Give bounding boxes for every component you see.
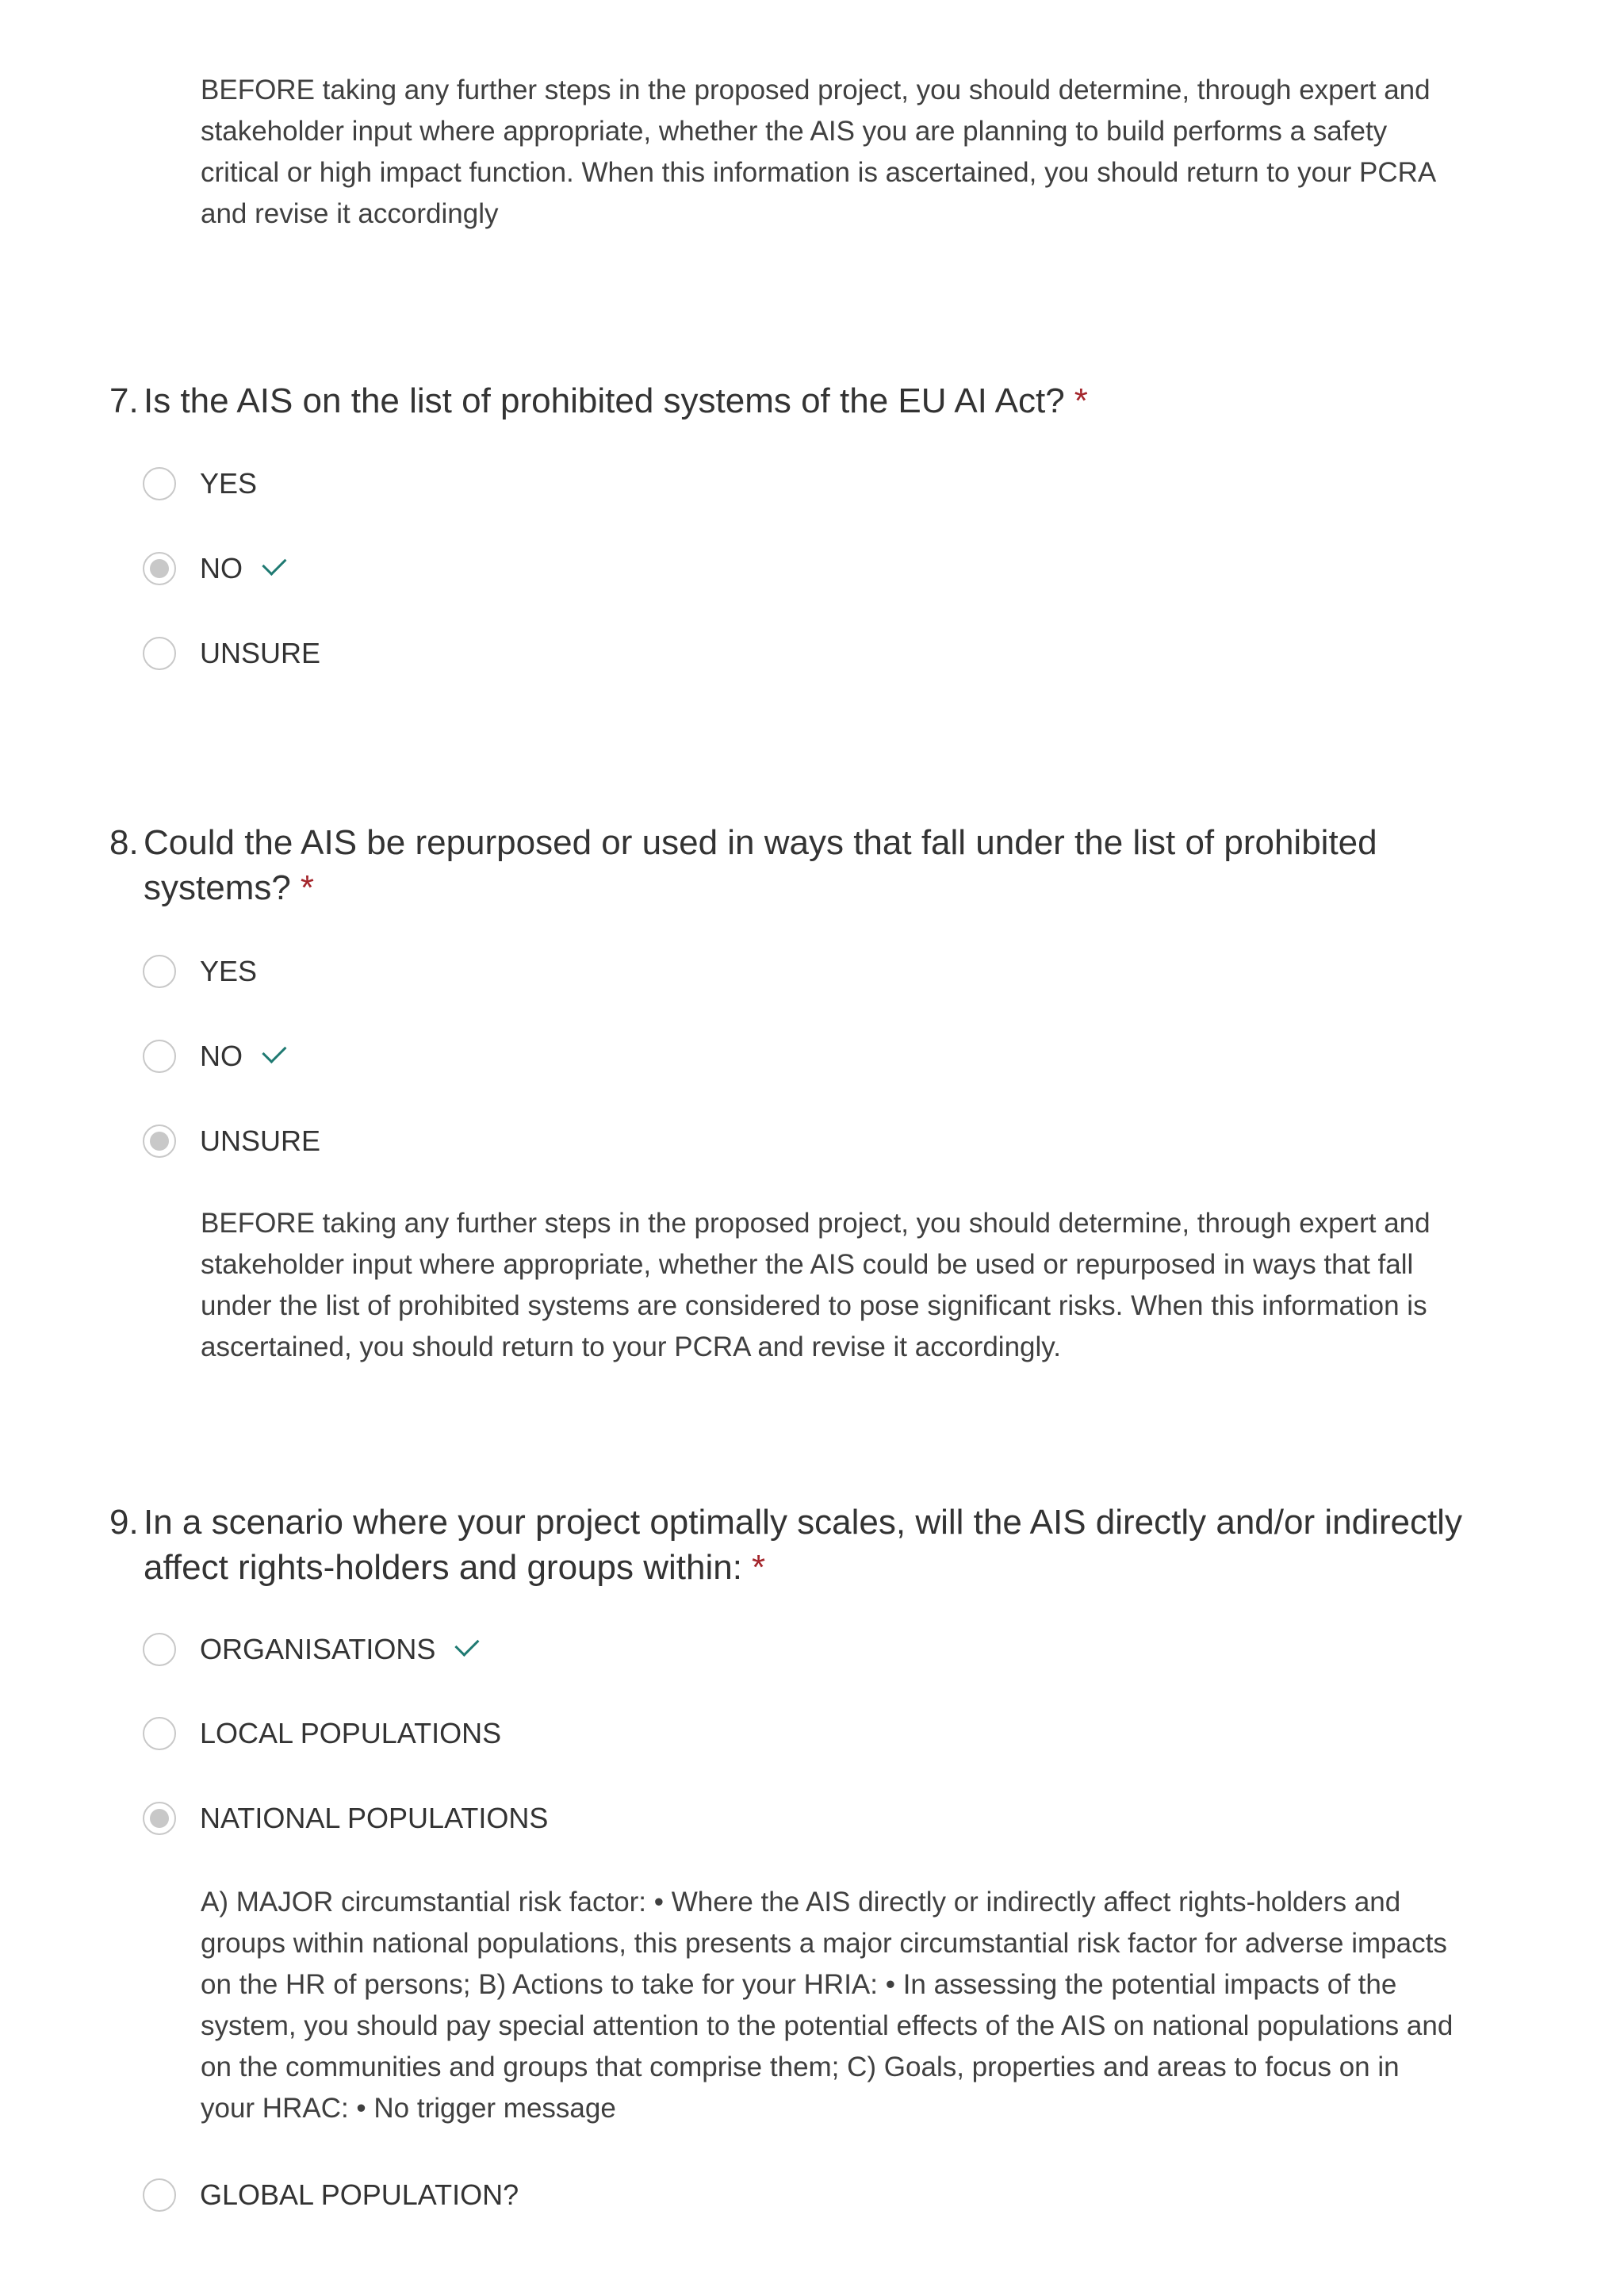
required-asterisk: * (300, 868, 314, 907)
radio-button[interactable] (143, 2178, 176, 2212)
radio-button-selected[interactable] (143, 1125, 176, 1158)
q8-option-unsure[interactable] (143, 1121, 320, 1161)
question-7 (109, 378, 1505, 423)
radio-button[interactable] (143, 1040, 176, 1073)
option-label: LOCAL POPULATIONS (200, 1717, 502, 1749)
question-number: 8. (109, 823, 139, 862)
q9-option-organisations[interactable] (143, 1630, 473, 1669)
q8-option-no[interactable] (143, 1036, 280, 1076)
question-9 (109, 1500, 1505, 1590)
question-title: Could the AIS be repurposed or used in ways that fall under the list of prohibited systems? * (144, 823, 1377, 907)
question-number: 7. (109, 381, 139, 420)
answer-feedback-text: A) MAJOR circumstantial risk factor: • Where the AIS directly or indirectly affect rights-holders and groups within national populations, this presents a major circumstantial risk factor for adverse impacts on the HR of persons; B) Actions to take for your HRIA: • In assessing the potential impacts of the system, you should pay special attention to the potential effects of the AIS on national populations and on the communities and groups that comprise them; C) Goals, properties and areas to focus on in your HRAC: • No trigger message (201, 1887, 1454, 2124)
answer-feedback-text: BEFORE taking any further steps in the proposed project, you should determine, through expert and stakeholder input where appropriate, whether the AIS you are planning to build performs a safety critical or high impact function. When this information is ascertained, you should return to your PCRA and revise it accordingly (201, 75, 1435, 229)
question-title: In a scenario where your project optimally scales, will the AIS directly and/or indirectly affect rights-holders and groups within: * (144, 1503, 1462, 1587)
option-label: YES (200, 955, 258, 987)
required-asterisk: * (1074, 381, 1088, 420)
question-title: Is the AIS on the list of prohibited systems of the EU AI Act? * (144, 381, 1088, 420)
q7-option-unsure[interactable] (143, 634, 320, 673)
checkmark-icon (455, 1631, 480, 1656)
option-label: NO (200, 1040, 243, 1072)
option-label: ORGANISATIONS (200, 1633, 436, 1665)
q9-option-global-population[interactable] (143, 2175, 519, 2215)
option-label: UNSURE (200, 637, 321, 669)
radio-button[interactable] (143, 1717, 176, 1750)
option-label: GLOBAL POPULATION? (200, 2178, 519, 2211)
option-label: NATIONAL POPULATIONS (200, 1802, 549, 1834)
option-label: NO (200, 552, 243, 584)
radio-button[interactable] (143, 1633, 176, 1666)
q8-option-yes[interactable] (143, 952, 257, 991)
q9-option-national-populations[interactable] (143, 1799, 548, 1838)
radio-button[interactable] (143, 467, 176, 500)
checkmark-icon (262, 550, 286, 575)
option-label: UNSURE (200, 1125, 321, 1157)
radio-button[interactable] (143, 955, 176, 988)
q9-option-local-populations[interactable] (143, 1714, 501, 1753)
q7-option-yes[interactable] (143, 464, 257, 504)
radio-button[interactable] (143, 637, 176, 670)
radio-button-selected[interactable] (143, 552, 176, 585)
radio-button-selected[interactable] (143, 1802, 176, 1835)
option-label: YES (200, 467, 258, 500)
checkmark-icon (262, 1038, 286, 1063)
answer-feedback-text: BEFORE taking any further steps in the proposed project, you should determine, through expert and stakeholder input where appropriate, whether the AIS could be used or repurposed in ways that fall under the list of prohibited systems are considered to pose significant risks. When this information is ascertained, you should return to your PCRA and revise it accordingly. (201, 1208, 1431, 1362)
question-8 (109, 820, 1505, 910)
q7-option-no[interactable] (143, 549, 280, 588)
required-asterisk: * (751, 1548, 766, 1587)
question-number: 9. (109, 1503, 139, 1542)
